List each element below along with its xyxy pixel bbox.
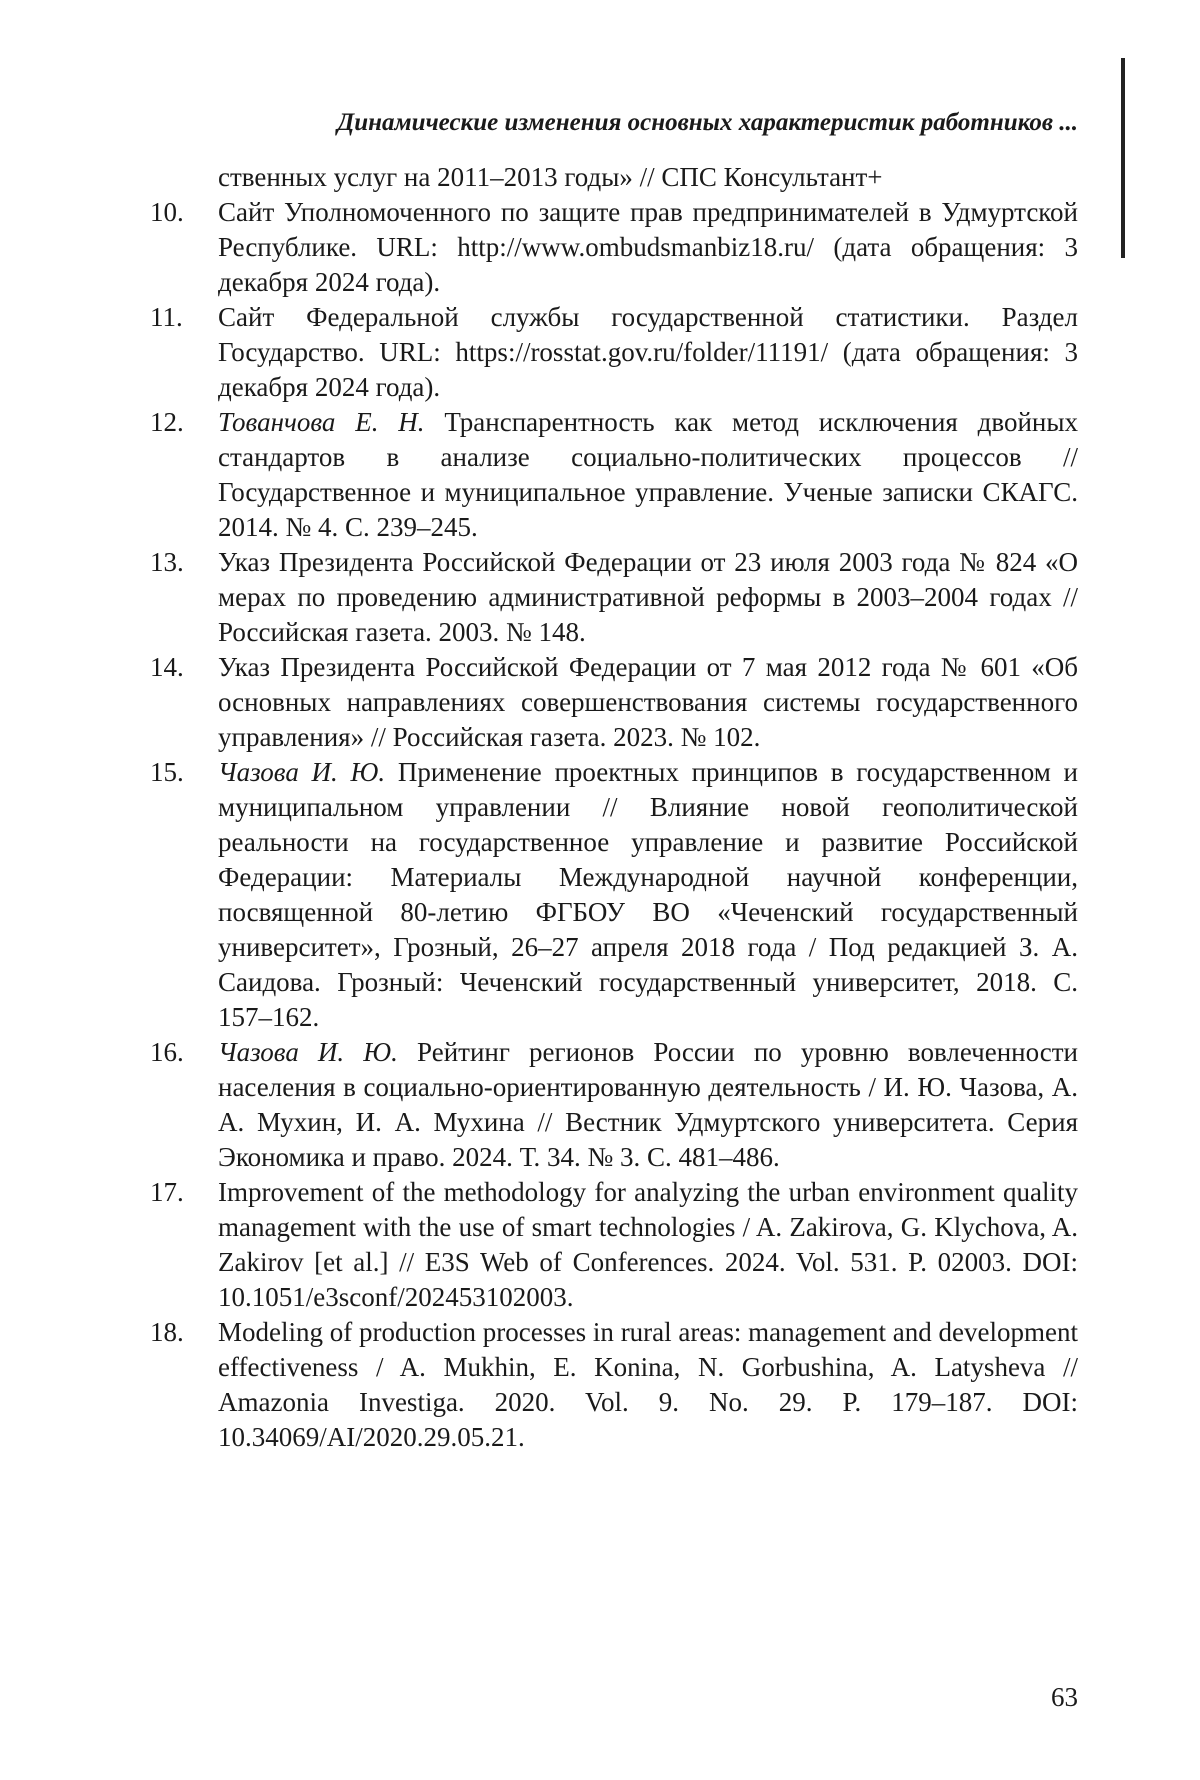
reference-item-10 bbox=[150, 195, 1078, 300]
reference-text: Сайт Уполномоченного по защите прав предпринимателей в Удмуртской Республике. URL: http://www.ombudsmanbiz18.ru/ (дата обращения: 3 декабря 2024 года). bbox=[218, 197, 1078, 297]
reference-text: Improvement of the methodology for analyzing the urban environment quality management with the use of smart technologies / A. Zakirova, G. Klychova, A. Zakirov [et al.] // E3S Web of Conferences. 2024. Vol. 531. P. 02003. DOI: 10.1051/e3sconf/202453102003. bbox=[218, 1177, 1078, 1312]
reference-text: Указ Президента Российской Федерации от 23 июля 2003 года № 824 «О мерах по проведению административной реформы в 2003–2004 годах // Российская газета. 2003. № 148. bbox=[218, 547, 1078, 647]
reference-text: Применение проектных принципов в государственном и муниципальном управлении // Влияние новой геополитической реальности на государственное управление и развитие Российской Федерации: Материалы Международной научной конференции, посвященной 80-летию ФГБОУ ВО «Чеченский государственный университет», Грозный, 26–27 апреля 2018 года / Под редакцией З. А. Саидова. Грозный: Чеченский государственный университет, 2018. С. 157–162. bbox=[218, 757, 1078, 1032]
reference-number: 17. bbox=[150, 1175, 206, 1210]
reference-body bbox=[218, 407, 1078, 542]
reference-text: Modeling of production processes in rural areas: management and development effectiveness / A. Mukhin, E. Konina, N. Gorbushina, A. Latysheva // Amazonia Investiga. 2020. Vol. 9. No. 29. P. 179–187. DOI: 10.34069/AI/2020.29.05.21. bbox=[218, 1317, 1078, 1452]
reference-number: 12. bbox=[150, 405, 206, 440]
reference-list bbox=[150, 160, 1078, 1455]
reference-text: Сайт Федеральной службы государственной статистики. Раздел Государство. URL: https://rosstat.gov.ru/folder/11191/ (дата обращения: 3 декабря 2024 года). bbox=[218, 302, 1078, 402]
reference-text: Рейтинг регионов России по уровню вовлеченности населения в социально-ориентированную деятельность / И. Ю. Чазова, А. А. Мухин, И. А. Мухина // Вестник Удмуртского университета. Серия Экономика и право. 2024. Т. 34. № 3. С. 481–486. bbox=[218, 1037, 1078, 1172]
reference-text: Указ Президента Российской Федерации от 7 мая 2012 года № 601 «Об основных направлениях совершенствования системы государственного управления» // Российская газета. 2023. № 102. bbox=[218, 652, 1078, 752]
running-head: Динамические изменения основных характеристик работников ... bbox=[200, 106, 1078, 140]
reference-number: 18. bbox=[150, 1315, 206, 1350]
reference-item-12 bbox=[150, 405, 1078, 545]
reference-number: 14. bbox=[150, 650, 206, 685]
reference-number: 10. bbox=[150, 195, 206, 230]
reference-author: Тованчова Е. Н. bbox=[218, 407, 425, 437]
continuation-text: ственных услуг на 2011–2013 годы» // СПС Консультант+ bbox=[218, 160, 1078, 195]
reference-author: Чазова И. Ю. bbox=[218, 757, 385, 787]
reference-continuation bbox=[150, 160, 1078, 195]
reference-text: Транспарентность как метод исключения двойных стандартов в анализе социально-политических процессов // Государственное и муниципальное управление. Ученые записки СКАГС. 2014. № 4. С. 239–245. bbox=[218, 407, 1078, 542]
reference-item-15 bbox=[150, 755, 1078, 1035]
reference-number: 16. bbox=[150, 1035, 206, 1070]
reference-author: Чазова И. Ю. bbox=[218, 1037, 398, 1067]
page-number: 63 bbox=[1000, 1680, 1078, 1715]
reference-body bbox=[218, 757, 1078, 1032]
reference-item-16 bbox=[150, 1035, 1078, 1175]
reference-number: 13. bbox=[150, 545, 206, 580]
reference-number: 15. bbox=[150, 755, 206, 790]
reference-item-17 bbox=[150, 1175, 1078, 1315]
reference-item-14 bbox=[150, 650, 1078, 755]
reference-item-11 bbox=[150, 300, 1078, 405]
page-edge-marker bbox=[1121, 58, 1125, 258]
reference-body bbox=[218, 1037, 1078, 1172]
reference-number: 11. bbox=[150, 300, 206, 335]
reference-item-18 bbox=[150, 1315, 1078, 1455]
reference-item-13 bbox=[150, 545, 1078, 650]
